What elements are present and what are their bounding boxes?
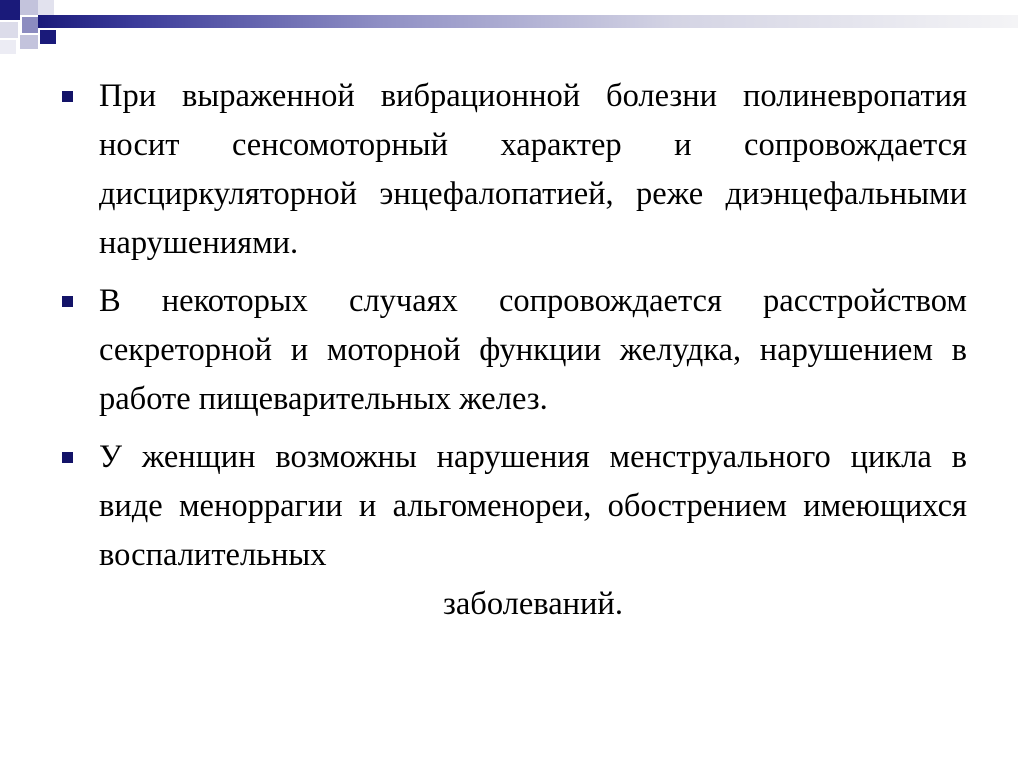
header-gradient-bar bbox=[38, 15, 1018, 28]
bullet-text-tail: заболеваний. bbox=[443, 586, 623, 622]
deco-square bbox=[40, 30, 56, 44]
header-decoration bbox=[0, 0, 1024, 60]
deco-square bbox=[0, 0, 20, 20]
bullet-item-1 bbox=[62, 72, 967, 268]
bullet-text: В некоторых случаях сопровождается расстройством секреторной и моторной функции желудка, нарушением в работе пищеварительных желез. bbox=[99, 283, 967, 417]
square-bullet-icon bbox=[62, 452, 73, 463]
deco-square bbox=[22, 17, 38, 33]
slide-body bbox=[62, 72, 967, 638]
bullet-text: У женщин возможны нарушения менструального цикла в виде меноррагии и альгоменореи, обострением имеющихся воспалительных bbox=[99, 439, 967, 573]
deco-square bbox=[0, 22, 18, 38]
deco-square bbox=[20, 35, 38, 49]
deco-square bbox=[20, 0, 38, 15]
deco-square bbox=[0, 40, 16, 54]
bullet-item-2 bbox=[62, 277, 967, 424]
bullet-item-3 bbox=[62, 433, 967, 629]
bullet-text: При выраженной вибрационной болезни полиневропатия носит сенсомоторный характер и сопровождается дисциркуляторной энцефалопатией, реже диэнцефальными нарушениями. bbox=[99, 78, 967, 261]
deco-square bbox=[38, 0, 54, 15]
square-bullet-icon bbox=[62, 91, 73, 102]
square-bullet-icon bbox=[62, 296, 73, 307]
